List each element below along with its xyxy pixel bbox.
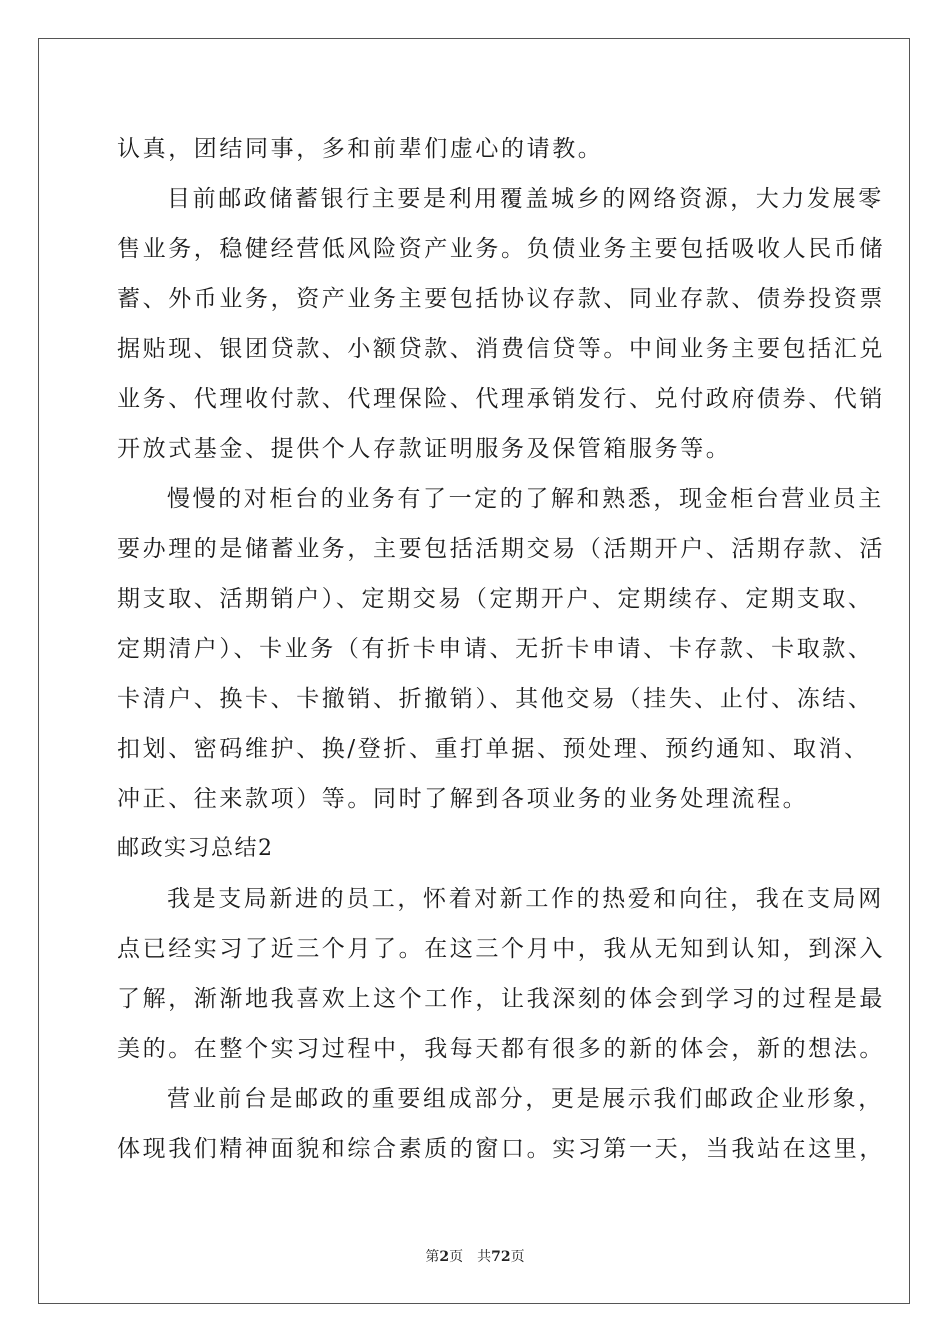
paragraph-line: 卡清户、换卡、卡撤销、折撤销）、其他交易（挂失、止付、冻结、 [117,686,874,712]
paragraph-line: 美的。在整个实习过程中，我每天都有很多的新的体会，新的想法。 [117,1036,885,1062]
paragraph-line: 体现我们精神面貌和综合素质的窗口。实习第一天，当我站在这里， [117,1136,885,1162]
paragraph-line: 期支取、活期销户）、定期交易（定期开户、定期续存、定期支取、 [117,586,874,612]
paragraph-line: 蓄、外币业务，资产业务主要包括协议存款、同业存款、债券投资票 [117,286,885,312]
total-page-count: 72 [491,1249,511,1265]
paragraph-line: 据贴现、银团贷款、小额贷款、消费信贷等。中间业务主要包括汇兑 [117,336,885,362]
paragraph-line: 售业务，稳健经营低风险资产业务。负债业务主要包括吸收人民币储 [117,236,885,262]
footer-prefix: 第 [425,1249,440,1265]
paragraph-line: 点已经实习了近三个月了。在这三个月中，我从无知到认知，到深入 [117,936,885,962]
document-body [117,124,885,1174]
paragraph-line: 营业前台是邮政的重要组成部分，更是展示我们邮政企业形象， [167,1086,884,1112]
paragraph-line: 业务、代理收付款、代理保险、代理承销发行、兑付政府债券、代销 [117,386,885,412]
paragraph-line: 冲正、往来款项）等。同时了解到各项业务的业务处理流程。 [117,786,809,812]
paragraph-line: 扣划、密码维护、换/登折、重打单据、预处理、预约通知、取消、 [117,736,870,762]
current-page-number: 2 [439,1249,450,1265]
paragraph-line: 定期清户）、卡业务（有折卡申请、无折卡申请、卡存款、卡取款、 [117,636,874,662]
page-footer [0,1246,950,1266]
paragraph-line: 认真，团结同事，多和前辈们虚心的请教。 [117,136,604,162]
paragraph-line: 目前邮政储蓄银行主要是利用覆盖城乡的网络资源，大力发展零 [167,186,884,212]
paragraph-line: 我是支局新进的员工，怀着对新工作的热爱和向往，我在支局网 [167,886,884,912]
paragraph-line: 慢慢的对柜台的业务有了一定的了解和熟悉，现金柜台营业员主 [167,486,884,512]
paragraph-line: 了解，渐渐地我喜欢上这个工作，让我深刻的体会到学习的过程是最 [117,986,885,1012]
footer-page-unit: 页 [449,1249,464,1265]
paragraph-line: 要办理的是储蓄业务，主要包括活期交易（活期开户、活期存款、活 [117,536,885,562]
section-heading: 邮政实习总结2 [117,836,274,861]
paragraph-line: 开放式基金、提供个人存款证明服务及保管箱服务等。 [117,436,732,462]
footer-total-prefix: 共 [477,1249,492,1265]
footer-total-unit: 页 [510,1249,525,1265]
